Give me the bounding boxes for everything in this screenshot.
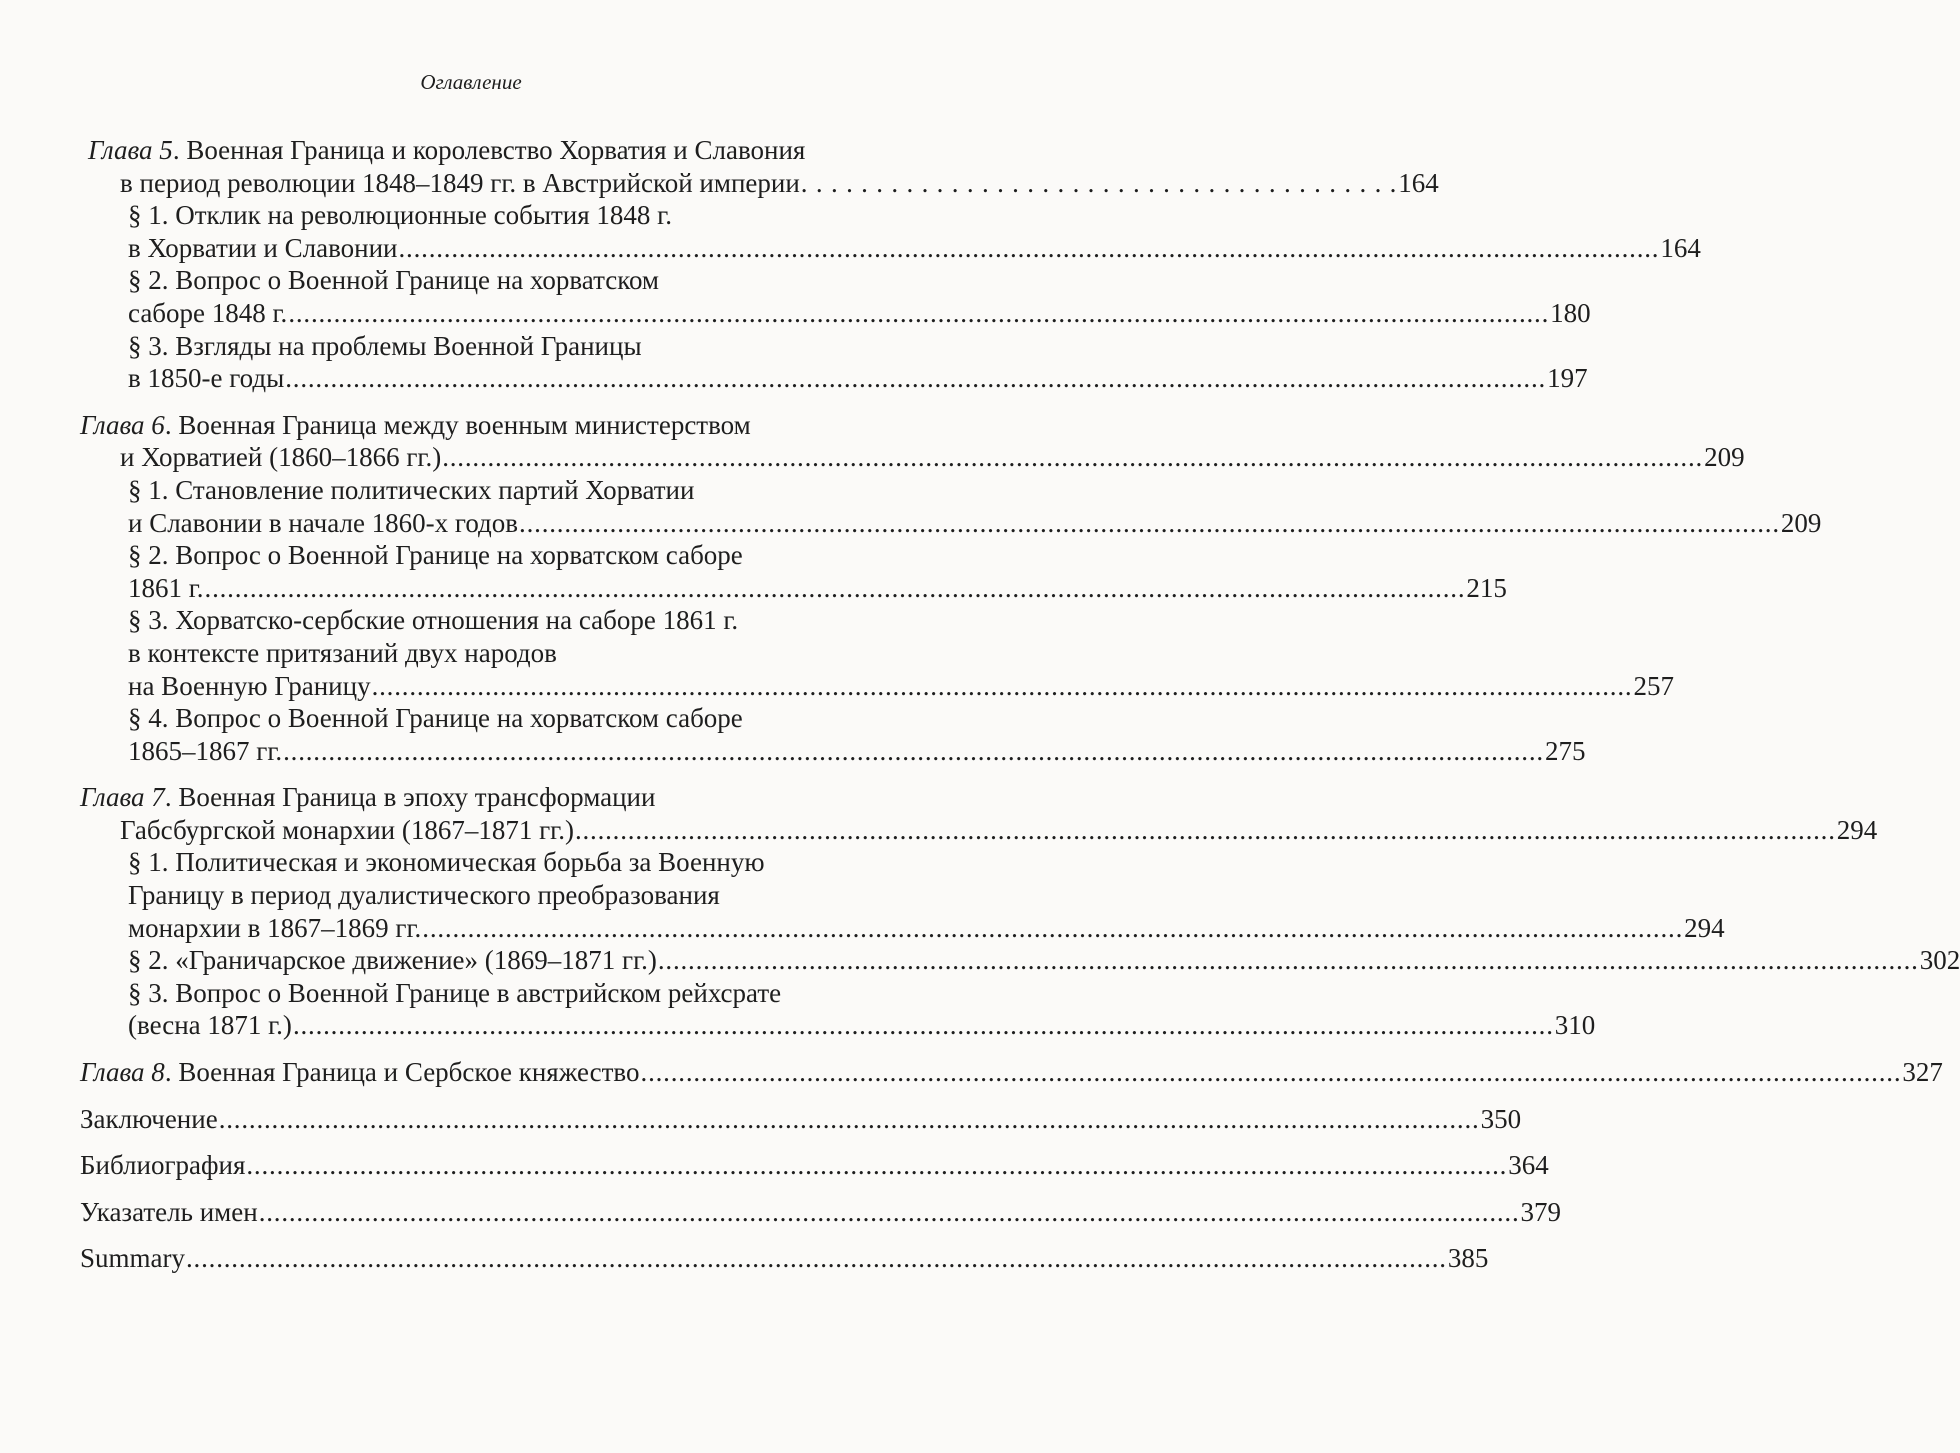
- section-title-cont: саборе 1848 г.: [128, 297, 288, 328]
- toc-entry-section-cont[interactable]: [80, 912, 1725, 945]
- page-number: 327: [1902, 1057, 1943, 1088]
- entry-title: Указатель имен: [80, 1196, 258, 1227]
- toc-entry-section[interactable]: [80, 604, 902, 637]
- leader-dots: .......................................................................................................................................................................: [288, 297, 1550, 328]
- page-number: 164: [1398, 167, 1439, 198]
- leader-dots: .......................................................................................................................................................................: [574, 814, 1836, 845]
- entry-title: Summary: [80, 1243, 185, 1274]
- chapter-title: . Военная Граница и Сербское княжество: [164, 1057, 640, 1088]
- section-title-cont: в контексте притязаний двух народов: [128, 637, 557, 668]
- section-title: § 2. «Граничарское движение» (1869–1871 гг.): [128, 945, 657, 976]
- section-title: § 2. Вопрос о Военной Границе на хорватском саборе: [128, 540, 743, 571]
- page-number: 209: [1704, 442, 1745, 473]
- chapter-label: Глава 7: [80, 782, 165, 813]
- section-title: § 1. Отклик на революционные события 1848 г.: [128, 200, 672, 231]
- section-title-cont: (весна 1871 г.): [128, 1010, 292, 1041]
- toc-entry-section[interactable]: [80, 264, 902, 297]
- toc-entry-section-cont[interactable]: [80, 1009, 1596, 1042]
- section-title-cont: в 1850-е годы: [128, 363, 285, 394]
- toc-entry-summary[interactable]: [80, 1242, 1489, 1275]
- section-title: § 2. Вопрос о Военной Границе на хорватском: [128, 265, 660, 296]
- toc-entry-chapter-6-cont[interactable]: [80, 441, 1745, 474]
- page-number: 350: [1480, 1103, 1522, 1134]
- entry-title: Заключение: [80, 1103, 218, 1134]
- toc-entry-section-cont[interactable]: [80, 232, 1701, 265]
- leader-dots: .......................................................................................................................................................................: [283, 735, 1544, 766]
- toc-entry-section[interactable]: [80, 199, 902, 232]
- section-title: § 1. Становление политических партий Хорватии: [128, 474, 695, 505]
- section-title: § 3. Взгляды на проблемы Военной Границы: [128, 330, 642, 361]
- section-title-cont: и Славонии в начале 1860-х годов: [128, 507, 519, 538]
- page-number: 209: [1780, 507, 1822, 538]
- toc-entry-chapter-5-cont[interactable]: [80, 167, 1439, 200]
- leader-dots: .......................................................................................................................................................................: [204, 572, 1466, 603]
- toc-entry-section[interactable]: [80, 702, 902, 735]
- page-number: 364: [1508, 1150, 1549, 1181]
- leader-dots: .......................................................................................................................................................................: [186, 1243, 1447, 1274]
- toc-entry-section[interactable]: [80, 474, 902, 507]
- section-title: § 4. Вопрос о Военной Границе на хорватском саборе: [128, 703, 743, 734]
- leader-dots: .......................................................................................................................................................................: [258, 1196, 1520, 1227]
- leader-dots: . . . . . . . . . . . . . . . . . . . . . . . . . . . . . . . . . . . . . . . .: [800, 167, 1398, 198]
- toc-entry-chapter-6[interactable]: [80, 409, 902, 442]
- section-title: § 3. Вопрос о Военной Границе в австрийском рейхсрате: [128, 977, 782, 1008]
- leader-dots: .......................................................................................................................................................................: [398, 232, 1660, 263]
- section-title: § 1. Политическая и экономическая борьба за Военную: [128, 847, 765, 878]
- section-title-cont: на Военную Границу: [128, 670, 371, 701]
- leader-dots: .......................................................................................................................................................................: [218, 1103, 1480, 1134]
- chapter-title-cont: в период революции 1848–1849 гг. в Австрийской империи: [120, 167, 800, 198]
- toc-entry-section-cont[interactable]: [80, 637, 902, 670]
- page-number: 379: [1520, 1196, 1562, 1227]
- table-of-contents: [80, 134, 1960, 1275]
- leader-dots: .......................................................................................................................................................................: [422, 912, 1684, 943]
- chapter-label: Глава 5: [88, 135, 173, 165]
- page-number: 197: [1547, 363, 1588, 394]
- toc-entry-section[interactable]: [80, 539, 902, 572]
- leader-dots: .......................................................................................................................................................................: [285, 363, 1547, 394]
- section-title-cont: монархии в 1867–1869 гг.: [128, 912, 422, 943]
- chapter-label: Глава 6: [80, 409, 165, 440]
- toc-entry-chapter-5[interactable]: [80, 134, 902, 167]
- toc-entry-section-cont[interactable]: [80, 735, 1586, 768]
- leader-dots: .......................................................................................................................................................................: [246, 1150, 1508, 1181]
- chapter-label: Глава 8: [80, 1057, 165, 1088]
- toc-entry-section[interactable]: [80, 330, 902, 363]
- chapter-title: . Военная Граница в эпоху трансформации: [164, 782, 656, 813]
- page-number: 164: [1660, 232, 1701, 263]
- page-number: 294: [1836, 814, 1878, 845]
- chapter-title-cont: и Хорватией (1860–1866 гг.): [120, 442, 442, 473]
- page-number: 257: [1633, 670, 1674, 701]
- section-title-cont: Границу в период дуалистического преобразования: [128, 880, 720, 911]
- toc-entry-chapter-7-cont[interactable]: [80, 814, 1878, 847]
- toc-entry-section-cont[interactable]: [80, 879, 902, 912]
- toc-entry-chapter-8[interactable]: [80, 1056, 1943, 1089]
- page-number: 215: [1466, 572, 1507, 603]
- leader-dots: .......................................................................................................................................................................: [657, 945, 1919, 976]
- toc-entry-section[interactable]: [80, 846, 902, 879]
- toc-entry-section-cont[interactable]: [80, 507, 1822, 540]
- toc-entry-chapter-7[interactable]: [80, 781, 902, 814]
- toc-entry-section-cont[interactable]: [80, 297, 1591, 330]
- page-number: 294: [1684, 912, 1725, 943]
- leader-dots: .......................................................................................................................................................................: [442, 442, 1704, 473]
- toc-entry-section-cont[interactable]: [80, 670, 1674, 703]
- chapter-title-cont: Габсбургской монархии (1867–1871 гг.): [120, 814, 574, 845]
- toc-entry-section-cont[interactable]: [80, 572, 1507, 605]
- section-title-cont: в Хорватии и Славонии: [128, 232, 398, 263]
- chapter-title: . Военная Граница между военным министерством: [164, 409, 751, 440]
- entry-title: Библиография: [80, 1150, 246, 1181]
- page-number: 302: [1919, 945, 1960, 976]
- toc-entry-section[interactable]: [80, 977, 902, 1010]
- toc-entry-bibliography[interactable]: [80, 1149, 1549, 1182]
- toc-entry-section-cont[interactable]: [80, 362, 1588, 395]
- toc-entry-index[interactable]: [80, 1196, 1562, 1229]
- page-number: 180: [1550, 297, 1591, 328]
- section-title-cont: 1861 г.: [128, 572, 204, 603]
- section-title-cont: 1865–1867 гг.: [128, 735, 283, 766]
- page-header: Оглавление: [420, 70, 522, 94]
- chapter-title: . Военная Граница и королевство Хорватия и Славония: [172, 135, 806, 165]
- page-number: 385: [1447, 1243, 1489, 1274]
- leader-dots: .......................................................................................................................................................................: [292, 1010, 1554, 1041]
- leader-dots: .......................................................................................................................................................................: [371, 670, 1633, 701]
- leader-dots: .......................................................................................................................................................................: [519, 507, 1780, 538]
- toc-entry-conclusion[interactable]: [80, 1103, 1522, 1136]
- page-number: 310: [1554, 1010, 1596, 1041]
- leader-dots: .......................................................................................................................................................................: [640, 1057, 1902, 1088]
- toc-entry-section[interactable]: [80, 944, 1960, 977]
- section-title: § 3. Хорватско-сербские отношения на саборе 1861 г.: [128, 605, 739, 636]
- page-number: 275: [1544, 735, 1586, 766]
